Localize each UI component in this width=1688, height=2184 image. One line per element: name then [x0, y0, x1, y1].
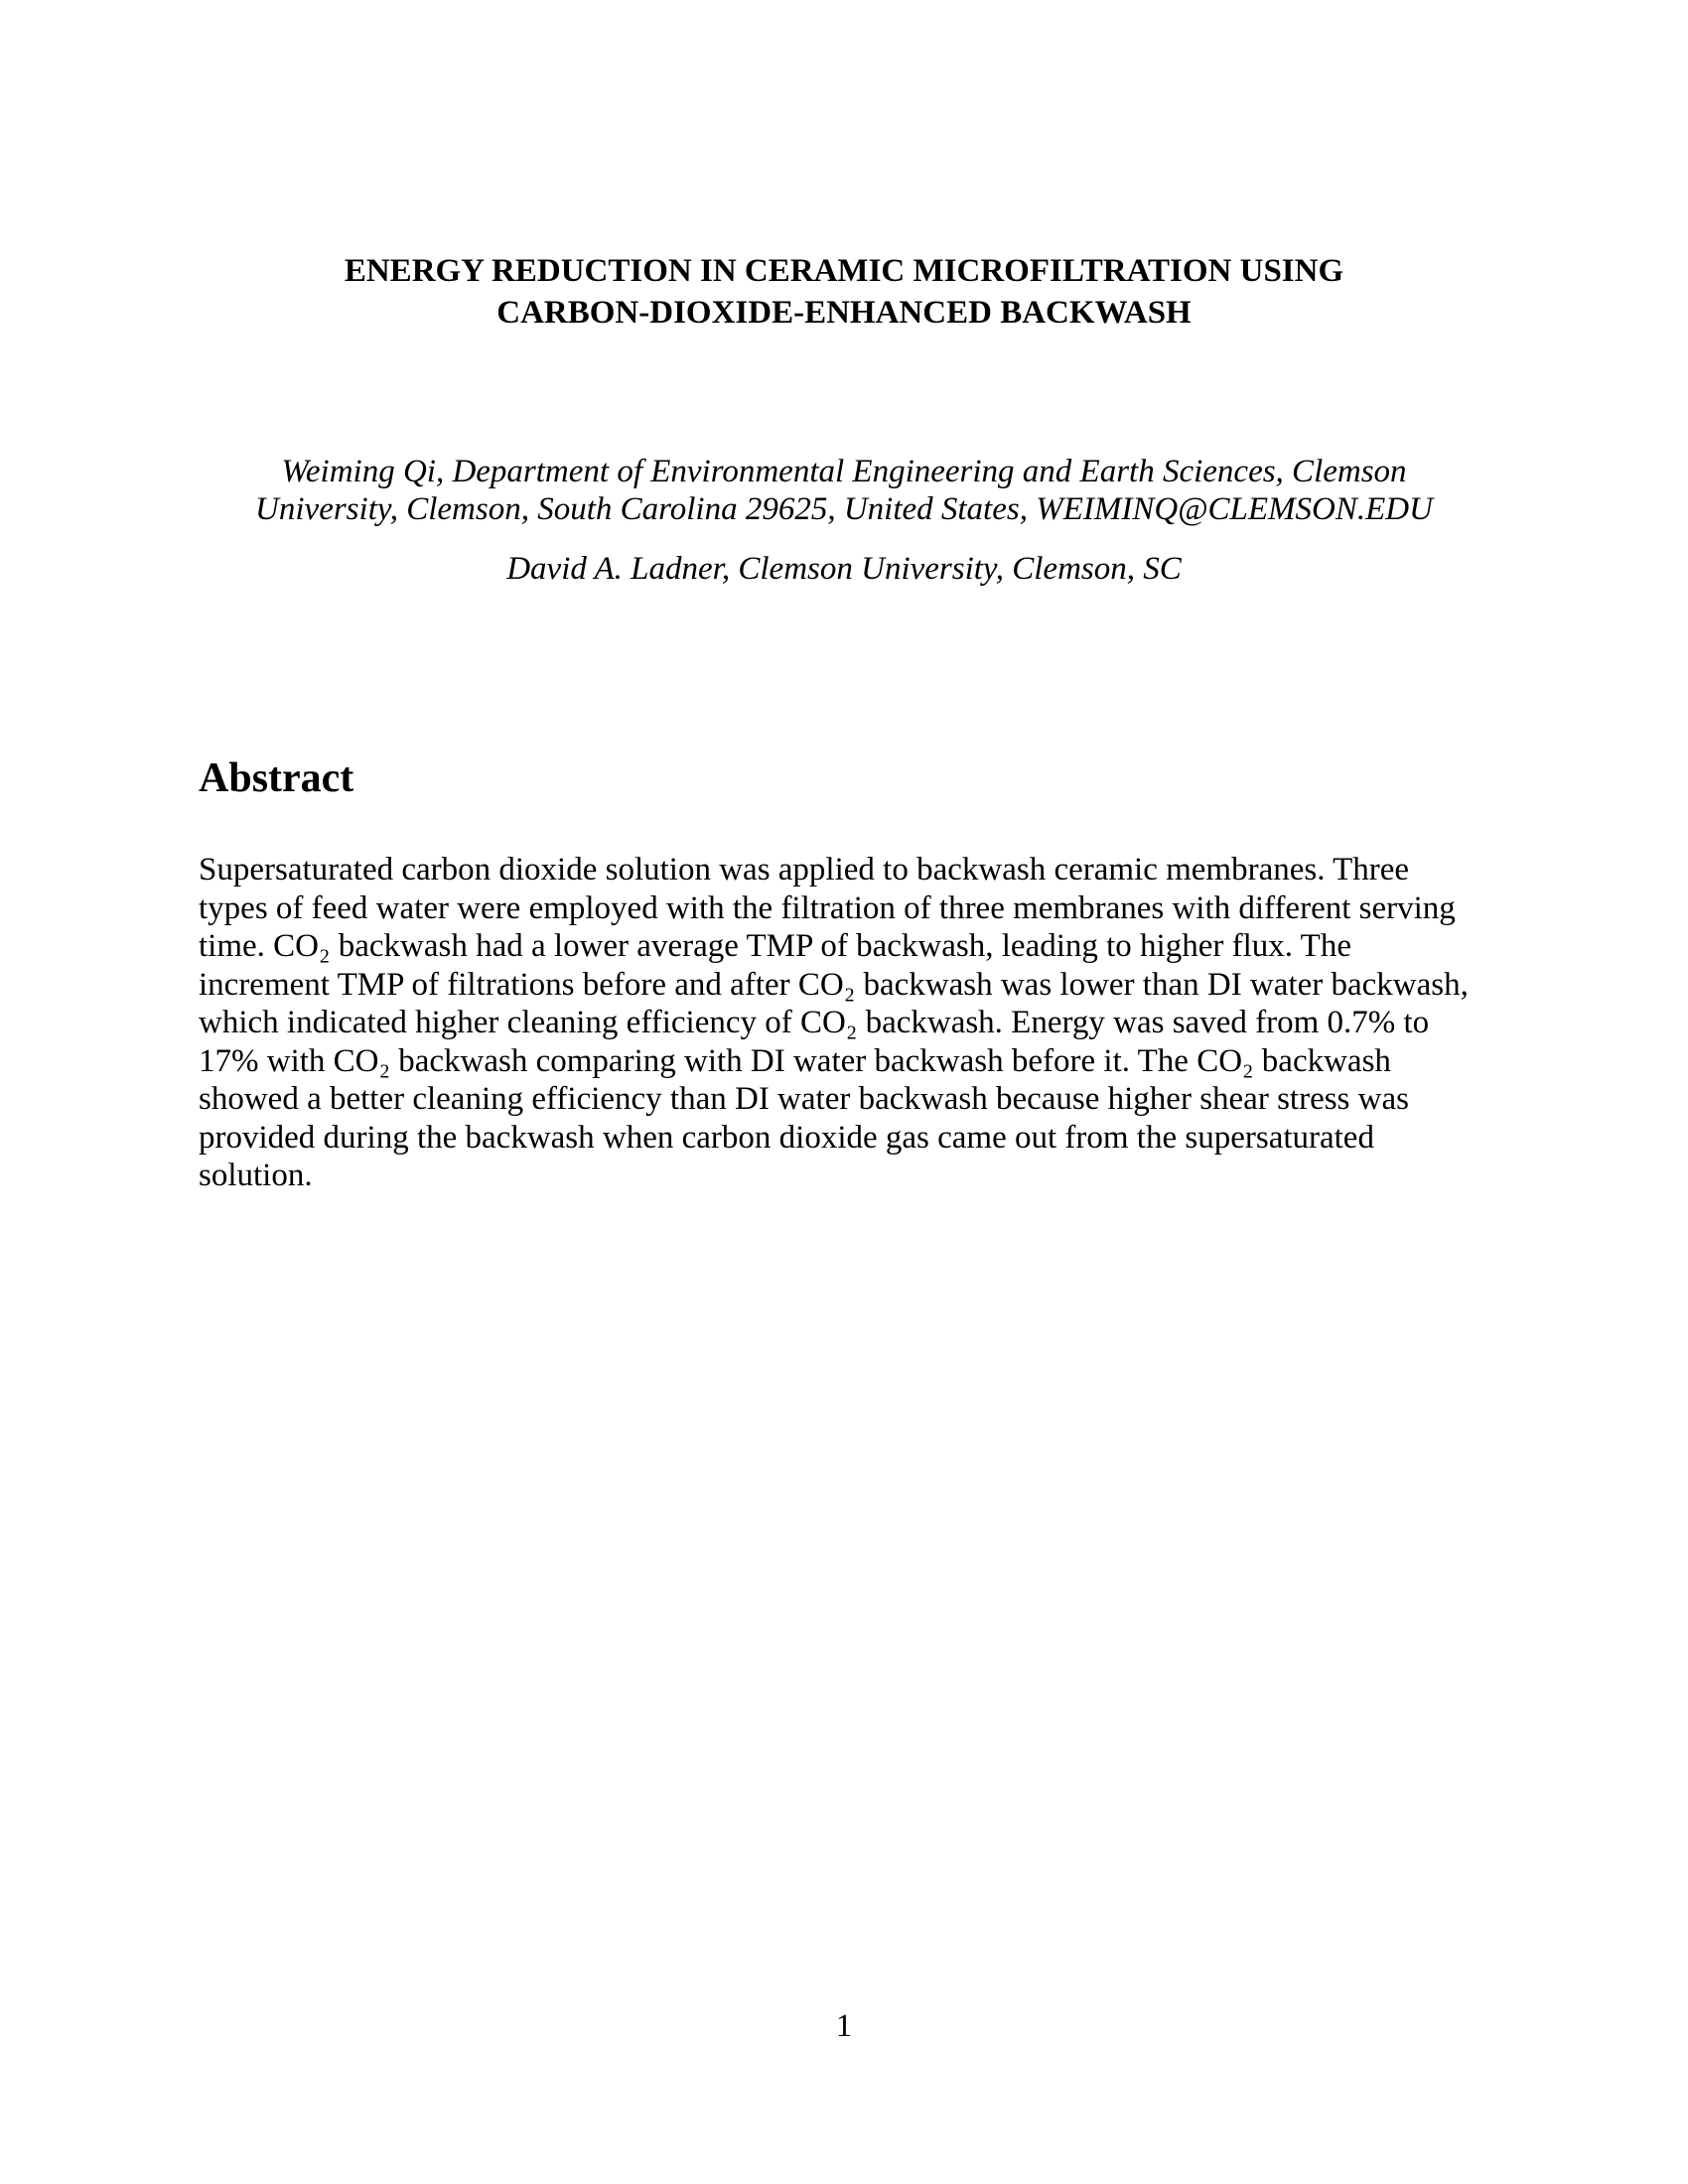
author-affiliation-2-line: David A. Ladner, Clemson University, Clemson, SC — [506, 551, 1182, 587]
abstract-body-line: showed a better cleaning efficiency than DI water backwash because higher shear stress was — [199, 1081, 1409, 1117]
paper-title-line: ENERGY REDUCTION IN CERAMIC MICROFILTRATION USING — [344, 253, 1344, 289]
abstract-body-line: 17% with CO₂ backwash comparing with DI water backwash before it. The CO₂ backwash — [199, 1042, 1391, 1079]
abstract-heading: Abstract — [199, 755, 354, 801]
page-number: 1 — [835, 2008, 853, 2044]
abstract-body-line: provided during the backwash when carbon dioxide gas came out from the supersaturated — [199, 1119, 1374, 1156]
paper-title — [199, 250, 1489, 334]
author-affiliation-1-line: University, Clemson, South Carolina 29625, United States, WEIMINQ@CLEMSON.EDU — [255, 491, 1433, 527]
abstract-body-line: time. CO₂ backwash had a lower average TMP of backwash, leading to higher flux. The — [199, 928, 1351, 964]
abstract-body-line: Supersaturated carbon dioxide solution was applied to backwash ceramic membranes. Three — [199, 852, 1410, 887]
abstract-body-line: types of feed water were employed with the filtration of three membranes with different serving — [199, 889, 1456, 926]
abstract-body-line: increment TMP of filtrations before and after CO₂ backwash was lower than DI water backwash, — [199, 966, 1469, 1003]
page-content — [0, 250, 1688, 1195]
author-affiliation-2 — [199, 550, 1489, 588]
abstract-body-line: which indicated higher cleaning efficiency of CO₂ backwash. Energy was saved from 0.7% to — [199, 1005, 1430, 1040]
abstract-body-line: solution. — [199, 1158, 313, 1193]
author-affiliation-1 — [199, 453, 1489, 528]
abstract-body — [199, 851, 1489, 1195]
author-affiliation-1-line: Weiming Qi, Department of Environmental Engineering and Earth Sciences, Clemson — [281, 454, 1407, 489]
paper-title-line: CARBON-DIOXIDE-ENHANCED BACKWASH — [496, 295, 1192, 331]
